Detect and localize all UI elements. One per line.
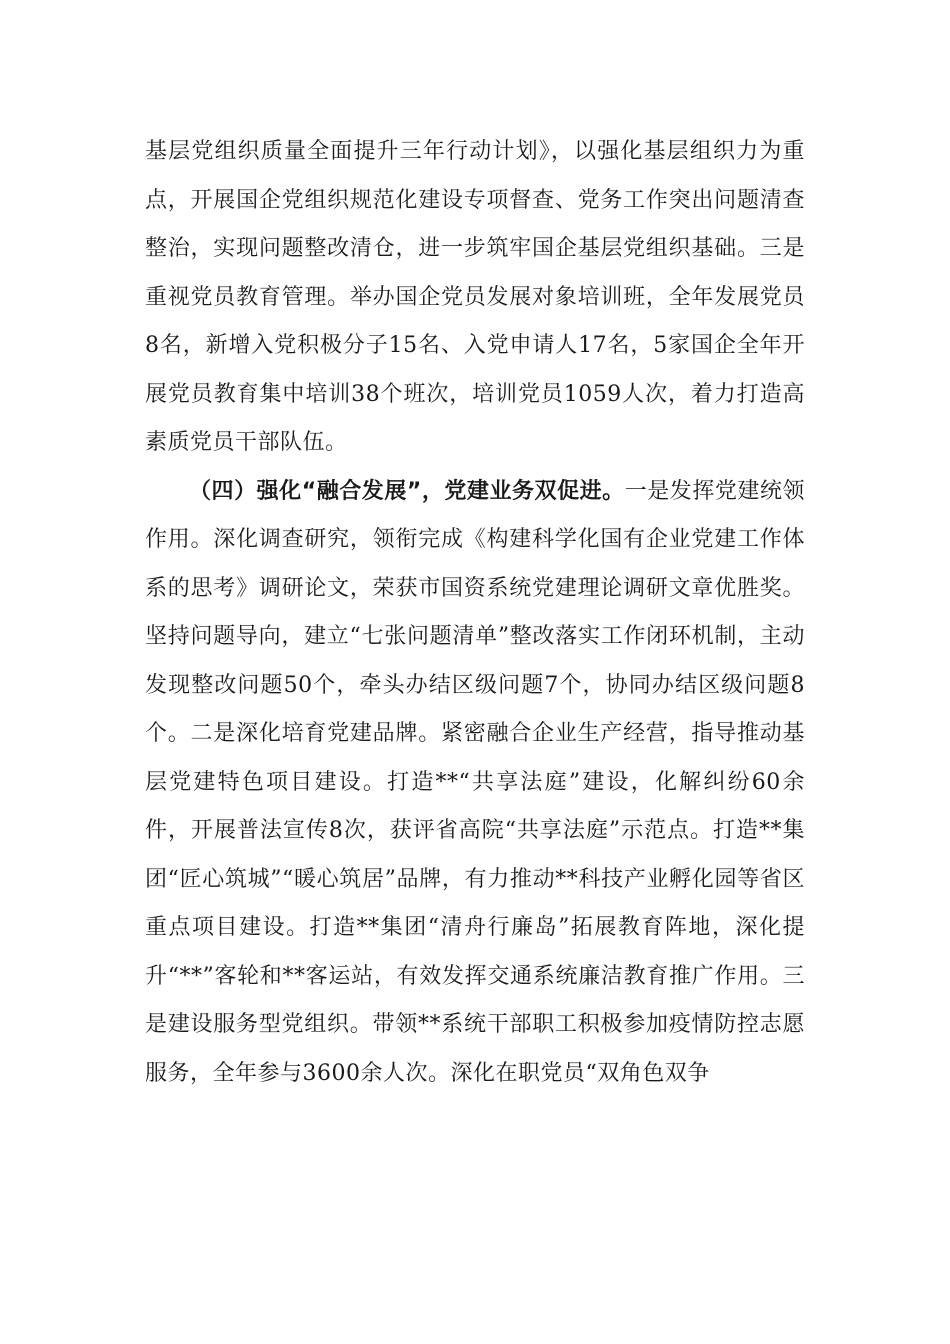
- paragraph-1: 基层党组织质量全面提升三年行动计划》，以强化基层组织力为重点，开展国企党组织规范化建设专项督查、党务工作突出问题清查整治，实现问题整改清仓，进一步筑牢国企基层党组织基础。三是重视党员教育管理。举办国企党员发展对象培训班，全年发展党员8名，新增入党积极分子15名、入党申请人17名，5家国企全年开展党员教育集中培训38个班次，培训党员1059人次，着力打造高素质党员干部队伍。: [145, 139, 805, 455]
- document-body: [145, 128, 805, 1098]
- paragraph-2-body: 一是发挥党建统领作用。深化调查研究，领衔完成《构建科学化国有企业党建工作体系的思考》调研论文，荣获市国资系统党建理论调研文章优胜奖。坚持问题导向，建立“七张问题清单”整改落实工作闭环机制，主动发现整改问题50个，牵头办结区级问题7个，协同办结区级问题8个。二是深化培育党建品牌。紧密融合企业生产经营，指导推动基层党建特色项目建设。打造**“共享法庭”建设，化解纠纷60余件，开展普法宣传8次，获评省高院“共享法庭”示范点。打造**集团“匠心筑城”“暖心筑居”品牌，有力推动**科技产业孵化园等省区重点项目建设。打造**集团“清舟行廉岛”拓展教育阵地，深化提升“**”客轮和**客运站，有效发挥交通系统廉洁教育推广作用。三是建设服务型党组织。带领**系统干部职工积极参加疫情防控志愿服务，全年参与3600余人次。深化在职党员“双角色双争: [145, 478, 805, 1086]
- section-heading: （四）强化“融合发展”，党建业务双促进。: [189, 478, 625, 504]
- paragraph-2: [145, 468, 805, 1099]
